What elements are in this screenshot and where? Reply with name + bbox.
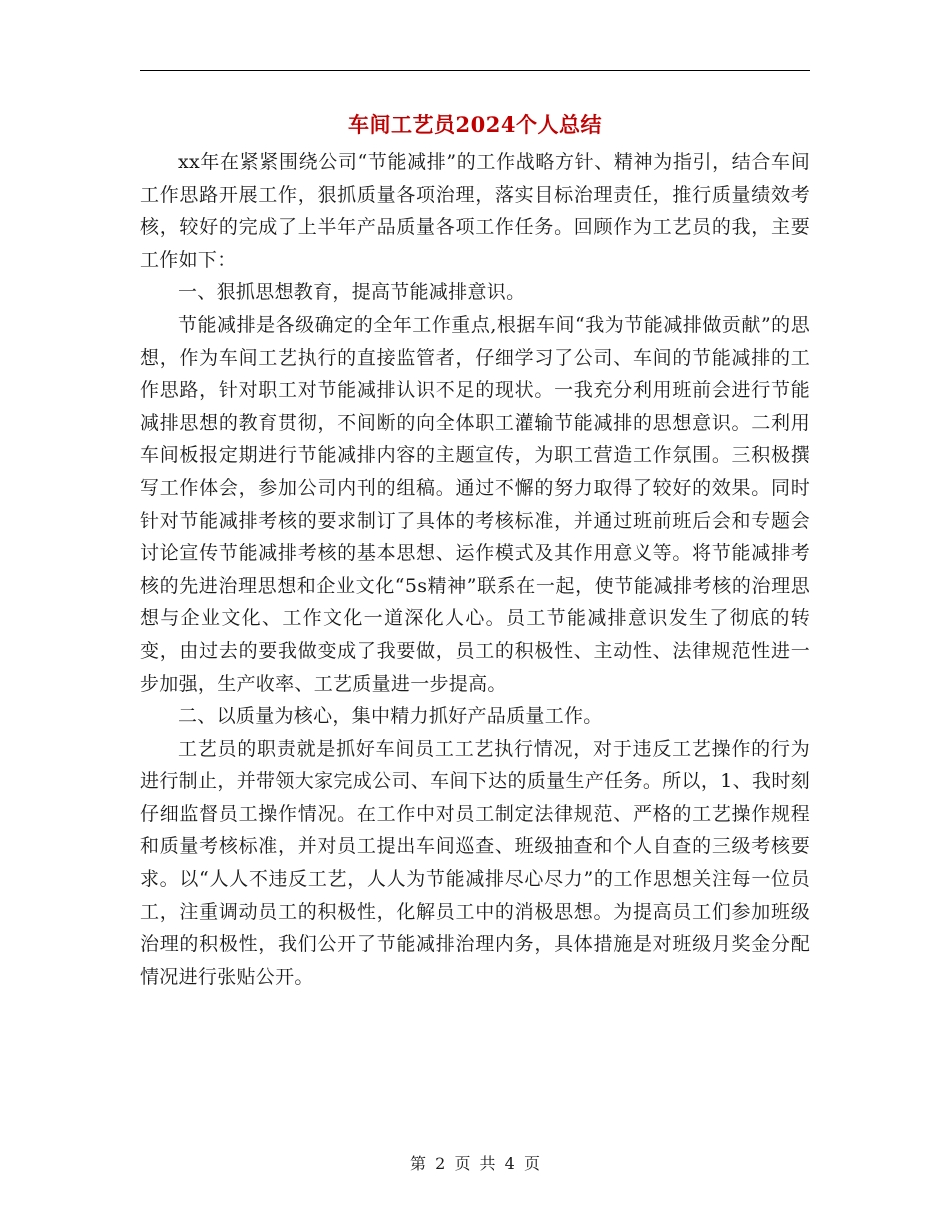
paragraph-section-2: 工艺员的职责就是抓好车间员工工艺执行情况，对于违反工艺操作的行为进行制止，并带领大家完成公司、车间下达的质量生产任务。所以，1、我时刻仔细监督员工操作情况。在工作中对员工制定法律规范、严格的工艺操作规程和质量考核标准，并对员工提出车间巡查、班级抽查和个人自查的三级考核要求。以“人人不违反工艺，人人为节能减排尽心尽力”的工作思想关注每一位员工，注重调动员工的积极性，化解员工中的消极思想。为提高员工们参加班级治理的积极性，我们公开了节能减排治理内务，具体措施是对班级月奖金分配情况进行张贴公开。 [140,737,810,988]
footer-total-pages: 4 [504,1154,515,1173]
page-footer [0,1152,950,1176]
footer-current-page: 2 [435,1154,446,1173]
footer-prefix: 第 [410,1154,427,1173]
document-body [140,146,810,993]
footer-total-unit: 页 [523,1154,540,1173]
paragraph-section-1: 节能减排是各级确定的全年工作重点,根据车间“我为节能减排做贡献”的思想，作为车间工艺执行的直接监管者，仔细学习了公司、车间的节能减排的工作思路，针对职工对节能减排认识不足的现状。一我充分利用班前会进行节能减排思想的教育贯彻，不间断的向全体职工灌输节能减排的思想意识。二利用车间板报定期进行节能减排内容的主题宣传，为职工营造工作氛围。三积极撰写工作体会，参加公司内刊的组稿。通过不懈的努力取得了较好的效果。同时针对节能减排考核的要求制订了具体的考核标准，并通过班前班后会和专题会讨论宣传节能减排考核的基本思想、运作模式及其作用意义等。将节能减排考核的先进治理思想和企业文化“5s精神”联系在一起，使节能减排考核的治理思想与企业文化、工作文化一道深化人心。员工节能减排意识发生了彻底的转变，由过去的要我做变成了我要做，员工的积极性、主动性、法律规范性进一步加强，生产收率、工艺质量进一步提高。 [140,313,810,695]
section-heading-2: 二、以质量为核心，集中精力抓好产品质量工作。 [178,705,603,728]
paragraph-intro: xx年在紧紧围绕公司“节能减排”的工作战略方针、精神为指引，结合车间工作思路开展工作，狠抓质量各项治理，落实目标治理责任，推行质量绩效考核，较好的完成了上半年产品质量各项工作任务。回顾作为工艺员的我，主要工作如下： [140,151,810,271]
document-title: 车间工艺员2024个人总结 [348,112,602,137]
header-rule [140,70,810,71]
section-heading-1: 一、狠抓思想教育，提高节能减排意识。 [178,281,526,304]
footer-total-prefix: 共 [479,1154,496,1173]
footer-page-unit: 页 [454,1154,471,1173]
